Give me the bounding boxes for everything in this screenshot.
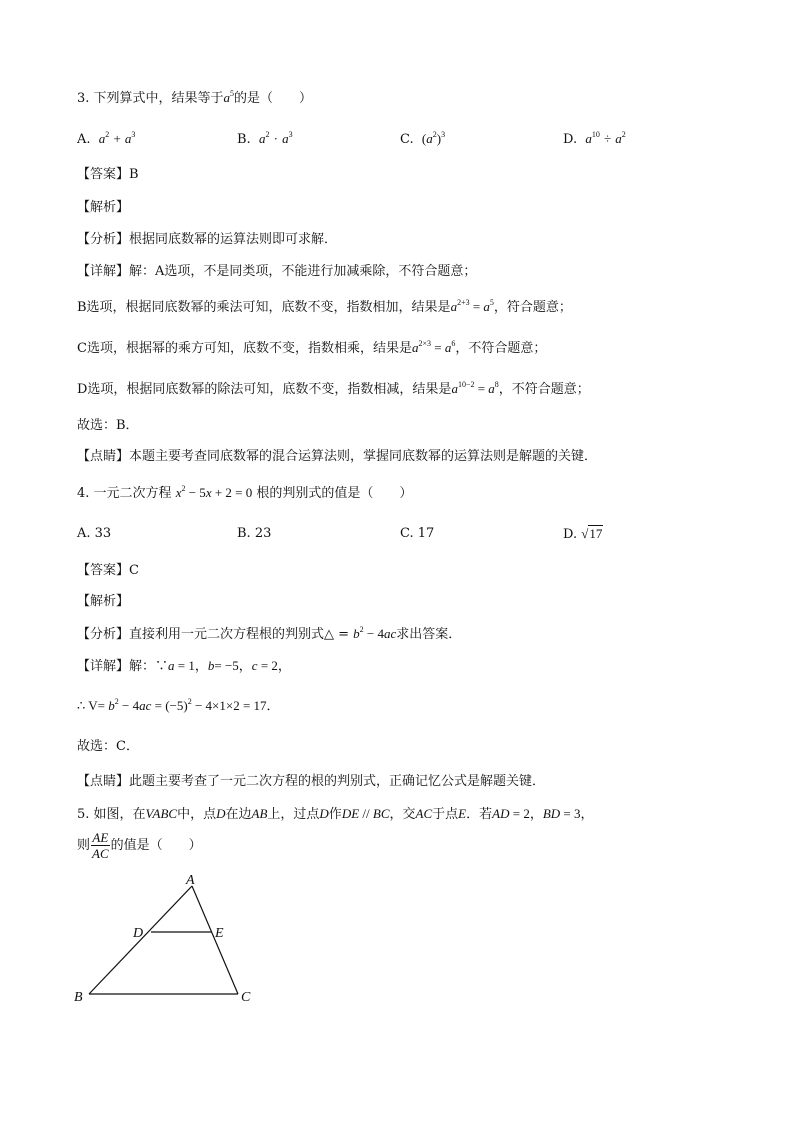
q4-choose: 故选：C． [77,739,139,754]
q3-option-d[interactable]: D. $a^{10} \div a^2$ [563,130,626,147]
q4-option-c[interactable]: C. 17 [400,526,435,541]
q5-fraction: $\frac{AE}{AC}$ [92,830,109,861]
label-b: B [74,990,83,1005]
q3-choose: 故选：B． [77,418,139,433]
label-d: D [133,926,144,941]
q3-analysis-label: 【解析】 [77,200,130,215]
q4-option-d[interactable]: D. √17 [563,526,603,542]
q3-line-c: C选项，根据幂的乘方可知，底数不变，指数相乘，结果是$a^{2\times 3} = a^6$，不符合题意； [77,339,547,356]
q3-dianjing: 【点睛】本题主要考查同底数幂的混合运算法则，掌握同底数幂的运算法则是解题的关键． [77,449,598,464]
q5-stem-2: 则 $\frac{AE}{AC}$ 的值是（ ） [77,830,202,861]
q3-answer: 【答案】B [77,167,139,182]
q3-stem-exp: 5 [230,89,235,98]
q4-fenxi: 【分析】直接利用一元二次方程根的判别式△ = $b^2 - 4ac$求出答案． [77,625,462,642]
q4-calc: ∴ $V= b^2 - 4ac = (-5)^2 - 4\times 1\times 2 = 17$． [77,697,280,713]
q4-dianjing: 【点睛】此题主要考查了一元二次方程的根的判别式，正确记忆公式是解题关键． [77,774,546,789]
q4-answer: 【答案】C [77,563,139,578]
q3-stem-text: 3. 下列算式中，结果等于 [77,91,224,106]
q4-xiangjie: 【详解】解：∵a = 1，b= −5，c = 2， [77,658,291,674]
q3-option-b[interactable]: B. $a^2 \cdot a^3$ [237,130,293,147]
q3-option-c[interactable]: C. $(a^2)^3$ [400,130,446,147]
label-e: E [215,926,224,941]
q3-fenxi: 【分析】根据同底数幂的运算法则即可求解． [77,232,338,247]
label-a: A [186,873,195,888]
q4-option-a[interactable]: A. 33 [77,526,112,541]
q3-stem-tail: 的是（ ） [234,91,313,106]
q5-stem: 5. 如图，在VABC中，点D在边AB上，过点D作DE // BC，交AC于点E．若AD = 2，BD = 3， [77,806,594,822]
q4-stem: 4. 一元二次方程 $x^2 - 5x + 2 = 0$ 根的判别式的值是（ ） [77,484,413,501]
q4-analysis-label: 【解析】 [77,594,130,609]
q3-line-d: D选项，根据同底数幂的除法可知，底数不变，指数相减，结果是$a^{10-2} = a^8$，不符合题意； [77,380,590,397]
q3-stem-var: a [223,90,231,105]
q5-triangle-figure [70,872,260,1007]
label-c: C [241,990,251,1005]
q3-option-a[interactable]: A. $a^2 + a^3$ [77,130,136,147]
q3-line-b: B选项，根据同底数幂的乘法可知，底数不变，指数相加，结果是$a^{2+3} = a^5$，符合题意； [77,298,572,315]
q4-option-b[interactable]: B. 23 [237,526,272,541]
q3-stem [77,89,312,108]
q3-xiangjie: 【详解】解：A选项，不是同类项，不能进行加减乘除，不符合题意； [77,264,477,279]
